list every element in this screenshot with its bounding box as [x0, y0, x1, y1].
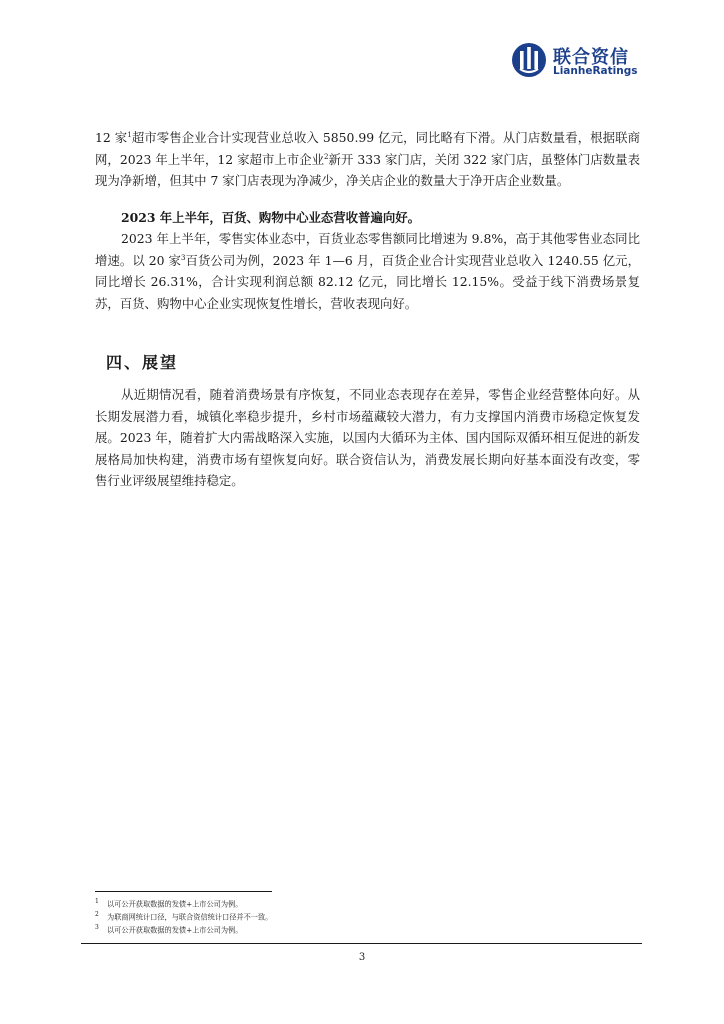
footnote-2: 2 为联商网统计口径，与联合资信统计口径并不一致。 — [95, 911, 273, 922]
logo-chinese-name: 联合资信 — [553, 47, 629, 68]
page-number: 3 — [358, 952, 366, 963]
footnote-1: 1 以可公开获取数据的发债+上市公司为例。 — [95, 898, 243, 909]
lianhe-logo-icon — [511, 42, 547, 78]
page-footer-rule — [81, 943, 642, 944]
footnote-ref-1: 1 — [127, 130, 132, 139]
paragraph-department-store: 2023 年上半年，零售实体业态中，百货业态零售额同比增速为 9.8%，高于其他零售业态同比增速。以 20 家$^3$百货公司为例，2023 年 1—6 月，百货企业合计实现营业总收入 1240.55 亿元，同比增长 26.31%，合计实现利润总额 82.12 亿元，同比增长 12.15%。受益于线下消费场景复苏，百货、购物中心企业实现恢复性增长，营收表现向好。 — [95, 231, 640, 311]
footnote-ref-2: 2 — [324, 152, 329, 161]
subheading-department-store: 2023 年上半年，百货、购物中心业态营收普遍向好。 — [121, 210, 421, 225]
company-logo — [511, 42, 641, 82]
footnote-ref-3: 3 — [181, 253, 186, 262]
footnote-3: 3 以可公开获取数据的发债+上市公司为例。 — [95, 924, 243, 935]
paragraph-outlook: 从近期情况看，随着消费场景有序恢复，不同业态表现存在差异，零售企业经营整体向好。从长期发展潜力看，城镇化率稳步提升，乡村市场蕴藏较大潜力，有力支撑国内消费市场稳定恢复发展。2023 年，随着扩大内需战略深入实施，以国内大循环为主体、国内国际双循环相互促进的新发展格局加快构建，消费市场有望恢复向好。联合资信认为，消费发展长期向好基本面没有改变，零售行业评级展望维持稳定。 — [95, 387, 640, 488]
section-title-outlook: 四、展望 — [106, 353, 179, 372]
logo-english-name: LianheRatings — [553, 65, 638, 77]
paragraph-supermarket: 12 家$^1$超市零售企业合计实现营业总收入 5850.99 亿元，同比略有下滑。从门店数量看，根据联商网，2023 年上半年，12 家超市上市企业$^2$新开 333 家门店，关闭 322 家门店，虽整体门店数量表现为净新增，但其中 7 家门店表现为净减少，净关店企业的数量大于净开店企业数量。 — [95, 130, 640, 188]
footnote-divider — [95, 891, 272, 892]
